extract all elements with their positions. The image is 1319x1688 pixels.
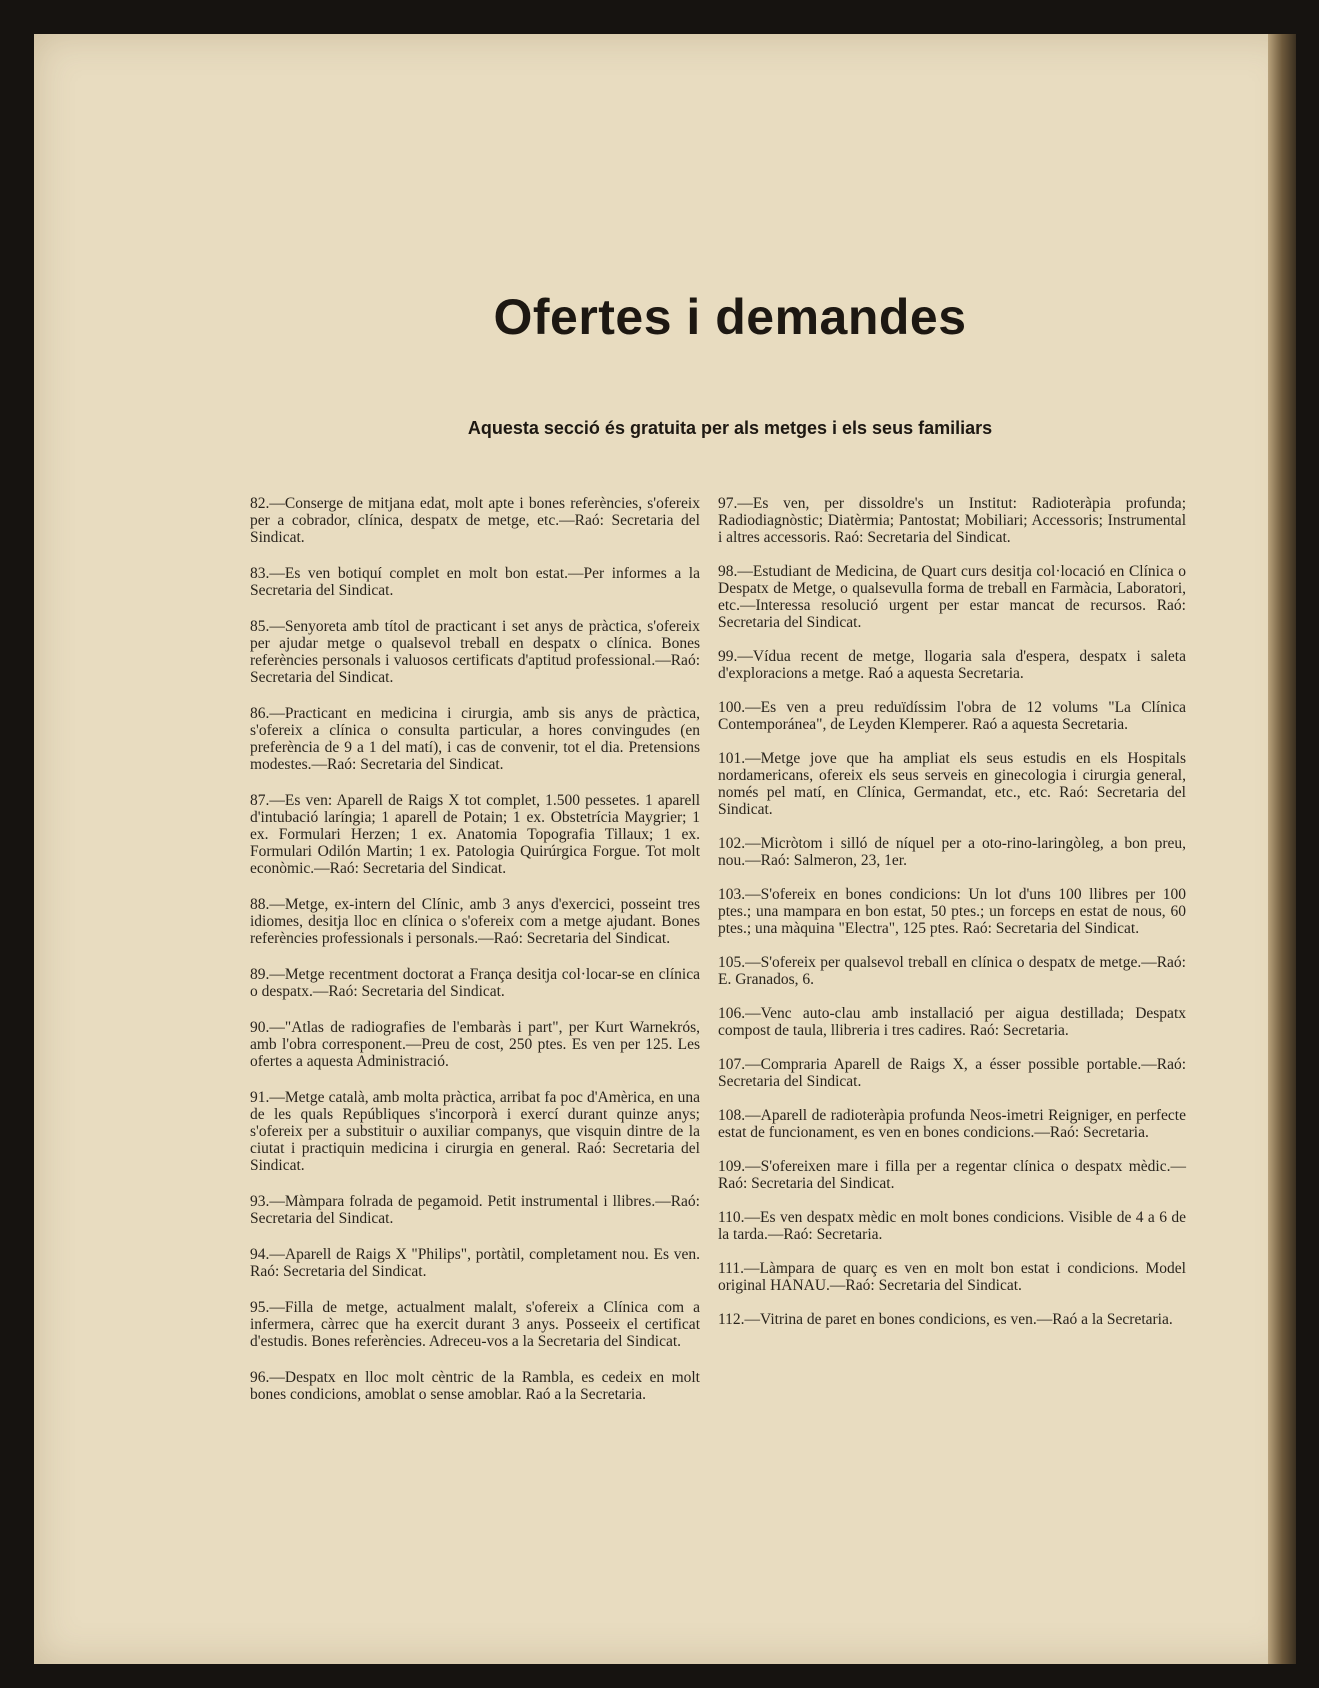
- ad-108: 108.—Aparell de radioteràpia profunda Neos-imetri Reigniger, en perfecte estat de funcionament, es ven en bones condicions.—Raó: Secretaria.: [718, 1107, 1186, 1141]
- ad-99: 99.—Vídua recent de metge, llogaria sala d'espera, despatx i saleta d'exploracions a metge. Raó a aquesta Secretaria.: [718, 648, 1186, 682]
- ad-100: 100.—Es ven a preu reduïdíssim l'obra de 12 volums "La Clínica Contemporánea", de Leyden Klemperer. Raó a aquesta Secretaria.: [718, 699, 1186, 733]
- page-title: Ofertes i demandes: [493, 289, 967, 345]
- ad-85: 85.—Senyoreta amb títol de practicant i set anys de pràctica, s'ofereix per ajudar metge o qualsevol treball en despatx o clínica. Bones referències personals i valuosos certificats d'aptitud professional.—Raó: Secretaria del Sindicat.: [250, 618, 700, 686]
- ad-107: 107.—Compraria Aparell de Raigs X, a ésser possible portable.—Raó: Secretaria del Sindicat.: [718, 1056, 1186, 1090]
- ad-97: 97.—Es ven, per dissoldre's un Institut: Radioteràpia profunda; Radiodiagnòstic; Diatèrmia; Pantostat; Mobiliari; Accessoris; Instrumental i altres accessoris. Raó: Secretaria del Sindicat.: [718, 495, 1186, 546]
- ad-89: 89.—Metge recentment doctorat a França desitja col·locar-se en clínica o despatx.—Raó: Secretaria del Sindicat.: [250, 966, 700, 1000]
- ad-83: 83.—Es ven botiquí complet en molt bon estat.—Per informes a la Secretaria del Sindicat.: [250, 565, 700, 599]
- ad-101: 101.—Metge jove que ha ampliat els seus estudis en els Hospitals nordamericans, ofereix els seus serveis en ginecologia i cirurgia general, només pel matí, en Clínica, Germandat, etc., etc. Raó: Secretaria del Sindicat.: [718, 750, 1186, 818]
- ad-105: 105.—S'ofereix per qualsevol treball en clínica o despatx de metge.—Raó: E. Granados, 6.: [718, 954, 1186, 988]
- ad-88: 88.—Metge, ex-intern del Clínic, amb 3 anys d'exercici, posseint tres idiomes, desitja lloc en clínica o s'ofereix com a metge ajudant. Bones referències professionals i personals.—Raó: Secretaria del Sindicat.: [250, 896, 700, 947]
- ad-95: 95.—Filla de metge, actualment malalt, s'ofereix a Clínica com a infermera, càrrec que ha exercit durant 3 anys. Posseeix el certificat d'estudis. Bones referències. Adreceu-vos a la Secretaria del Sindicat.: [250, 1299, 700, 1350]
- ad-96: 96.—Despatx en lloc molt cèntric de la Rambla, es cedeix en molt bones condicions, amoblat o sense amoblar. Raó a la Secretaria.: [250, 1369, 700, 1403]
- ad-82: 82.—Conserge de mitjana edat, molt apte i bones referències, s'ofereix per a cobrador, clínica, despatx de metge, etc.—Raó: Secretaria del Sindicat.: [250, 495, 700, 546]
- ad-93: 93.—Màmpara folrada de pegamoid. Petit instrumental i llibres.—Raó: Secretaria del Sindicat.: [250, 1193, 700, 1227]
- ad-106: 106.—Venc auto-clau amb installació per aigua destillada; Despatx compost de taula, llibreria i tres cadires. Raó: Secretaria.: [718, 1005, 1186, 1039]
- ad-103: 103.—S'ofereix en bones condicions: Un lot d'uns 100 llibres per 100 ptes.; una mampara en bon estat, 50 ptes.; un forceps en estat de nous, 60 ptes.; una màquina "Electra", 125 ptes. Raó: Secretaria del Sindicat.: [718, 886, 1186, 937]
- book-spine: [1268, 34, 1296, 1664]
- page-subtitle: Aquesta secció és gratuita per als metges i els seus familiars: [467, 418, 993, 438]
- ad-86: 86.—Practicant en medicina i cirurgia, amb sis anys de pràctica, s'ofereix a clínica o consulta particular, a hores convingudes (en preferència de 9 a 1 del matí), i cas de convenir, tot el dia. Pretensions modestes.—Raó: Secretaria del Sindicat.: [250, 705, 700, 773]
- ads-column-right: [718, 495, 1186, 1345]
- ad-102: 102.—Micròtom i silló de níquel per a oto-rino-laringòleg, a bon preu, nou.—Raó: Salmeron, 23, 1er.: [718, 835, 1186, 869]
- ad-90: 90.—"Atlas de radiografies de l'embaràs i part", per Kurt Warnekrós, amb l'obra corresponent.—Preu de cost, 250 ptes. Es ven per 125. Les ofertes a aquesta Administració.: [250, 1019, 700, 1070]
- ad-110: 110.—Es ven despatx mèdic en molt bones condicions. Visible de 4 a 6 de la tarda.—Raó: Secretaria.: [718, 1209, 1186, 1243]
- ad-94: 94.—Aparell de Raigs X "Philips", portàtil, completament nou. Es ven. Raó: Secretaria del Sindicat.: [250, 1246, 700, 1280]
- ad-98: 98.—Estudiant de Medicina, de Quart curs desitja col·locació en Clínica o Despatx de Metge, o qualsevulla forma de treball en Farmàcia, Laboratori, etc.—Interessa resolució urgent per estar mancat de recursos. Raó: Secretaria del Sindicat.: [718, 563, 1186, 631]
- ad-111: 111.—Làmpara de quarç es ven en molt bon estat i condicions. Model original HANAU.—Raó: Secretaria del Sindicat.: [718, 1260, 1186, 1294]
- ad-112: 112.—Vitrina de paret en bones condicions, es ven.—Raó a la Secretaria.: [718, 1311, 1173, 1328]
- ad-109: 109.—S'ofereixen mare i filla per a regentar clínica o despatx mèdic.—Raó: Secretaria del Sindicat.: [718, 1158, 1186, 1192]
- ads-column-left: [250, 495, 700, 1422]
- ad-91: 91.—Metge català, amb molta pràctica, arribat fa poc d'Amèrica, en una de les quals Repúbliques s'incorporà i exercí durant quinze anys; s'ofereix per a substituir o auxiliar companys, que visquin dintre de la ciutat i practiquin medicina i cirurgia en general. Raó: Secretaria del Sindicat.: [250, 1089, 700, 1174]
- ad-87: 87.—Es ven: Aparell de Raigs X tot complet, 1.500 pessetes. 1 aparell d'intubació laríngia; 1 aparell de Potain; 1 ex. Obstetrícia Maygrier; 1 ex. Formulari Herzen; 1 ex. Anatomia Topografia Tillaux; 1 ex. Formulari Odilón Martin; 1 ex. Patologia Quirúrgica Forgue. Tot molt econòmic.—Raó: Secretaria del Sindicat.: [250, 792, 700, 877]
